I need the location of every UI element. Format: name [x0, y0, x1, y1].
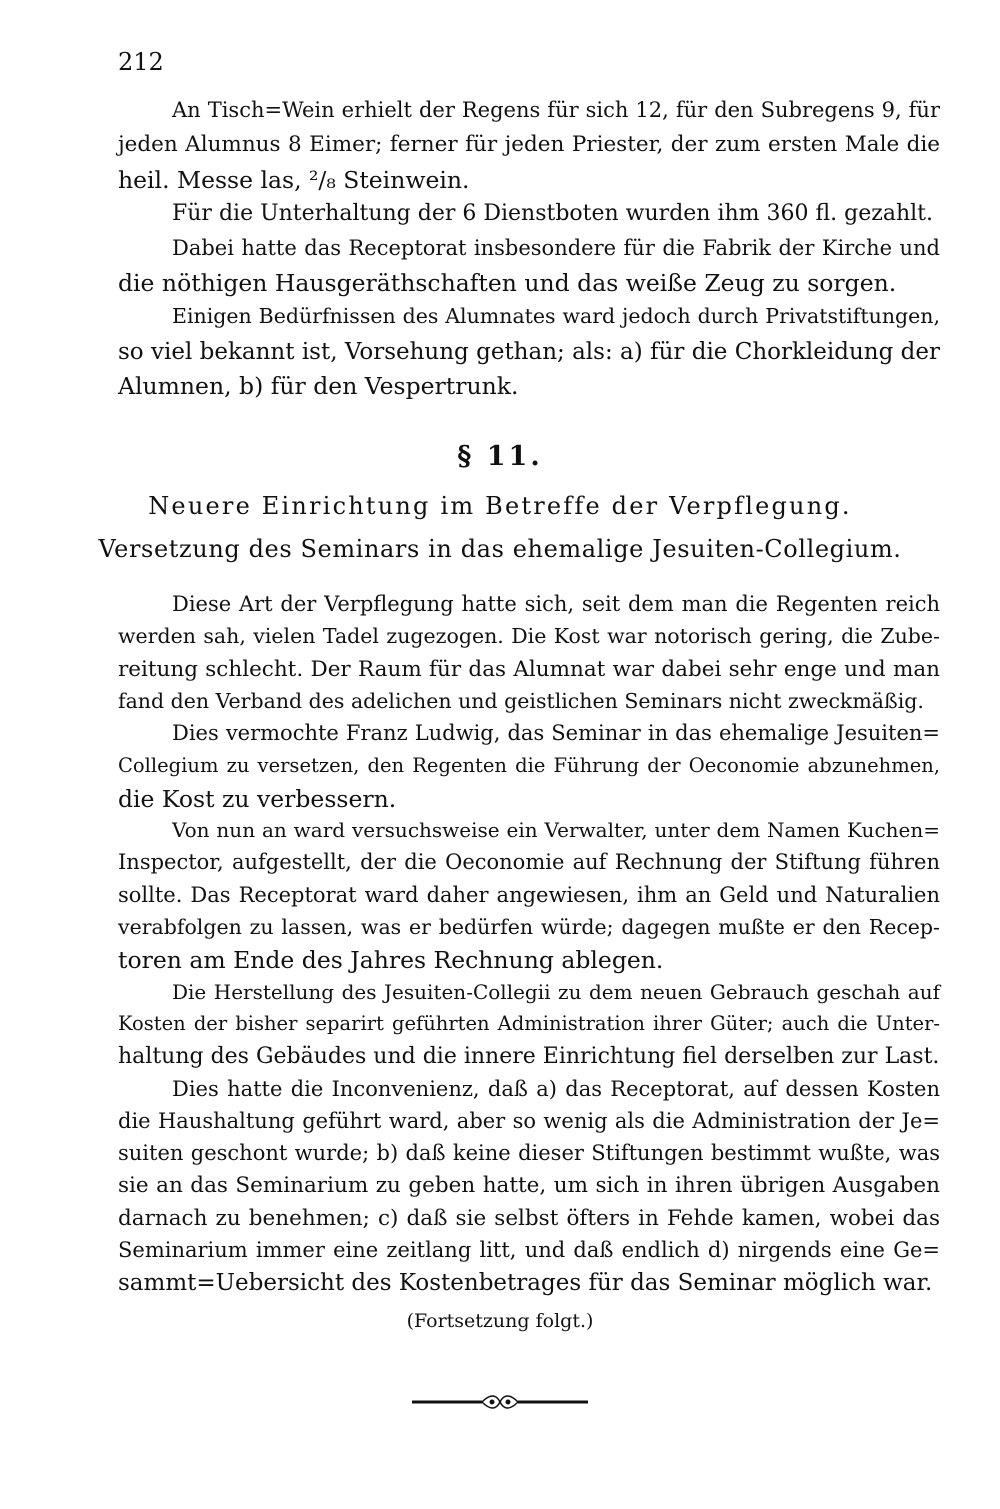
text-line: haltung des Gebäudes und die innere Einrichtung fiel derselben zur Last.: [118, 1044, 940, 1070]
text-line: sollte. Das Receptorat ward daher angewiesen, ihm an Geld und Naturalien: [118, 882, 940, 907]
text-line: die Haushaltung geführt ward, aber so wenig als die Administration der Je=: [118, 1108, 940, 1133]
text-line: darnach zu benehmen; c) daß sie selbst öfters in Fehde kamen, wobei das: [118, 1205, 940, 1231]
continuation-note: (Fortsetzung folgt.): [406, 1310, 594, 1332]
text-line: die Kost zu verbessern.: [118, 784, 397, 813]
text-line: werden sah, vielen Tadel zugezogen. Die Kost war notorisch gering, die Zube-: [118, 624, 940, 649]
section-number: § 11.: [457, 441, 543, 472]
section-subtitle: Versetzung des Seminars in das ehemalige Jesuiten-Collegium.: [98, 535, 902, 563]
section-title: Neuere Einrichtung im Betreffe der Verpflegung.: [148, 492, 852, 520]
text-line: Collegium zu versetzen, den Regenten die Führung der Oeconomie abzunehmen,: [118, 753, 940, 777]
text-line: die nöthigen Hausgeräthschaften und das weiße Zeug zu sorgen.: [118, 269, 897, 297]
text-line: Diese Art der Verpflegung hatte sich, seit dem man die Regenten reich: [172, 592, 940, 616]
text-line: Die Herstellung des Jesuiten-Collegii zu dem neuen Gebrauch geschah auf: [172, 979, 940, 1004]
text-line: jeden Alumnus 8 Eimer; ferner für jeden Priester, der zum ersten Male die: [118, 132, 940, 158]
text-line: Seminarium immer eine zeitlang litt, und daß endlich d) nirgends eine Ge=: [118, 1238, 940, 1262]
text-line: verabfolgen zu lassen, was er bedürfen würde; dagegen mußte er den Recep-: [118, 915, 940, 939]
text-line: Dabei hatte das Receptorat insbesondere für die Fabrik der Kirche und: [172, 235, 940, 260]
text-line: Alumnen, b) für den Vespertrunk.: [118, 372, 519, 401]
text-line: Für die Unterhaltung der 6 Dienstboten wurden ihm 360 fl. gezahlt.: [172, 201, 934, 227]
text-line: toren am Ende des Jahres Rechnung ablegen.: [118, 946, 664, 975]
text-line: Dies hatte die Inconvenienz, daß a) das Receptorat, auf dessen Kosten: [172, 1076, 940, 1101]
text-line: sammt=Uebersicht des Kostenbetrages für das Seminar möglich war.: [118, 1270, 933, 1297]
text-line: Inspector, aufgestellt, der die Oeconomie auf Rechnung der Stiftung führen: [118, 850, 940, 875]
text-line: Dies vermochte Franz Ludwig, das Seminar in das ehemalige Jesuiten=: [172, 721, 940, 746]
text-line: Von nun an ward versuchsweise ein Verwalter, unter dem Namen Kuchen=: [172, 818, 940, 843]
text-line: Einigen Bedürfnissen des Alumnates ward jedoch durch Privatstiftungen,: [172, 304, 940, 329]
text-line: suiten geschont wurde; b) daß keine dieser Stiftungen bestimmt wußte, was: [118, 1141, 940, 1166]
text-line: reitung schlecht. Der Raum für das Alumnat war dabei sehr enge und man: [118, 656, 940, 682]
text-line: heil. Messe las, ²/₈ Steinwein.: [118, 165, 470, 194]
text-line: An Tisch=Wein erhielt der Regens für sich 12, für den Subregens 9, für: [172, 98, 940, 122]
text-line: sie an das Seminarium zu geben hatte, um sich in ihren übrigen Ausgaben: [118, 1173, 940, 1199]
text-line: fand den Verband des adelichen und geistlichen Seminars nicht zweckmäßig.: [118, 688, 924, 713]
text-line: Kosten der bisher separirt geführten Administration ihrer Güter; auch die Unter-: [118, 1011, 940, 1035]
text-line: so viel bekannt ist, Vorsehung gethan; als: a) für die Chorkleidung der: [118, 338, 940, 365]
ornament-divider: [412, 1392, 588, 1412]
page-number: 212: [118, 48, 164, 76]
